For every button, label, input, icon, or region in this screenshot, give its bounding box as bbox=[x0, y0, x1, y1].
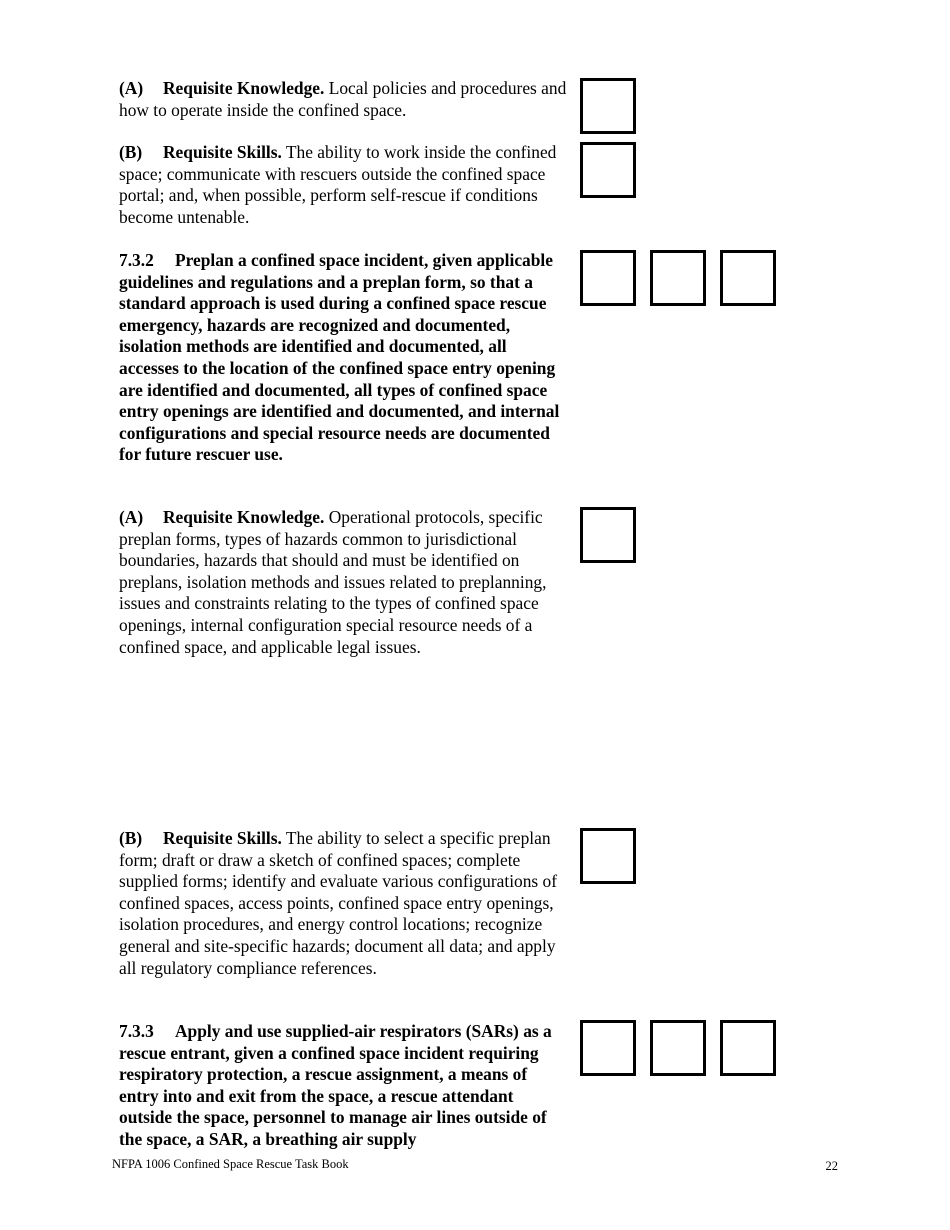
jpr-7-3-2-paragraph bbox=[119, 250, 567, 466]
item-label: (A) bbox=[119, 507, 144, 527]
item-heading: Requisite Skills. bbox=[163, 142, 282, 162]
signoff-checkbox[interactable] bbox=[720, 250, 776, 306]
signoff-checkbox[interactable] bbox=[580, 1020, 636, 1076]
item-number: 7.3.2 bbox=[119, 250, 154, 270]
requisite-skills-paragraph bbox=[119, 142, 567, 228]
signoff-checkbox[interactable] bbox=[580, 250, 636, 306]
requisite-knowledge-paragraph bbox=[119, 78, 567, 121]
signoff-checkbox[interactable] bbox=[580, 78, 636, 134]
requisite-knowledge-paragraph bbox=[119, 507, 567, 658]
item-number: 7.3.3 bbox=[119, 1021, 154, 1041]
item-text: Apply and use supplied-air respirators (SARs) as a rescue entrant, given a confined space incident requiring respiratory protection, a rescue assignment, a means of entry into and exit from the space, a rescue attendant outside the space, personnel to manage air lines outside of the space, a SAR, a breathing air supply bbox=[119, 1021, 552, 1149]
item-text: Local policies and procedures and how to operate inside the confined space. bbox=[119, 78, 567, 120]
requisite-skills-paragraph bbox=[119, 828, 567, 979]
item-text: Preplan a confined space incident, given applicable guidelines and regulations and a preplan form, so that a standard approach is used during a confined space rescue emergency, hazards are recognized and documented, isolation methods are identified and documented, all accesses to the location of the confined space entry opening are identified and documented, all types of confined space entry openings are identified and documented, and internal configurations and special resource needs are documented for future rescuer use. bbox=[119, 250, 560, 465]
jpr-7-3-3-paragraph bbox=[119, 1021, 567, 1151]
item-label: (B) bbox=[119, 142, 143, 162]
footer-page-number: 22 bbox=[825, 1159, 838, 1173]
signoff-checkbox[interactable] bbox=[720, 1020, 776, 1076]
item-heading: Requisite Knowledge. bbox=[163, 78, 325, 98]
item-text: The ability to work inside the confined space; communicate with rescuers outside the confined space portal; and, when possible, perform self-rescue if conditions become untenable. bbox=[119, 142, 557, 227]
item-text: The ability to select a specific preplan form; draft or draw a sketch of confined spaces; complete supplied forms; identify and evaluate various configurations of confined spaces, access points, confined space entry openings, isolation procedures, and energy control locations; recognize general and site-specific hazards; document all data; and apply all regulatory compliance references. bbox=[119, 828, 558, 978]
item-text: Operational protocols, specific preplan forms, types of hazards common to jurisdictional boundaries, hazards that should and must be identified on preplans, isolation methods and issues related to preplanning, issues and constraints relating to the types of confined space openings, internal configuration special resource needs of a confined space, and applicable legal issues. bbox=[119, 507, 547, 657]
item-label: (B) bbox=[119, 828, 143, 848]
signoff-checkbox[interactable] bbox=[650, 1020, 706, 1076]
item-heading: Requisite Knowledge. bbox=[163, 507, 325, 527]
signoff-checkbox[interactable] bbox=[650, 250, 706, 306]
footer-document-title: NFPA 1006 Confined Space Rescue Task Book bbox=[112, 1157, 349, 1171]
item-heading: Requisite Skills. bbox=[163, 828, 282, 848]
signoff-checkbox[interactable] bbox=[580, 142, 636, 198]
signoff-checkbox[interactable] bbox=[580, 828, 636, 884]
item-label: (A) bbox=[119, 78, 144, 98]
signoff-checkbox[interactable] bbox=[580, 507, 636, 563]
